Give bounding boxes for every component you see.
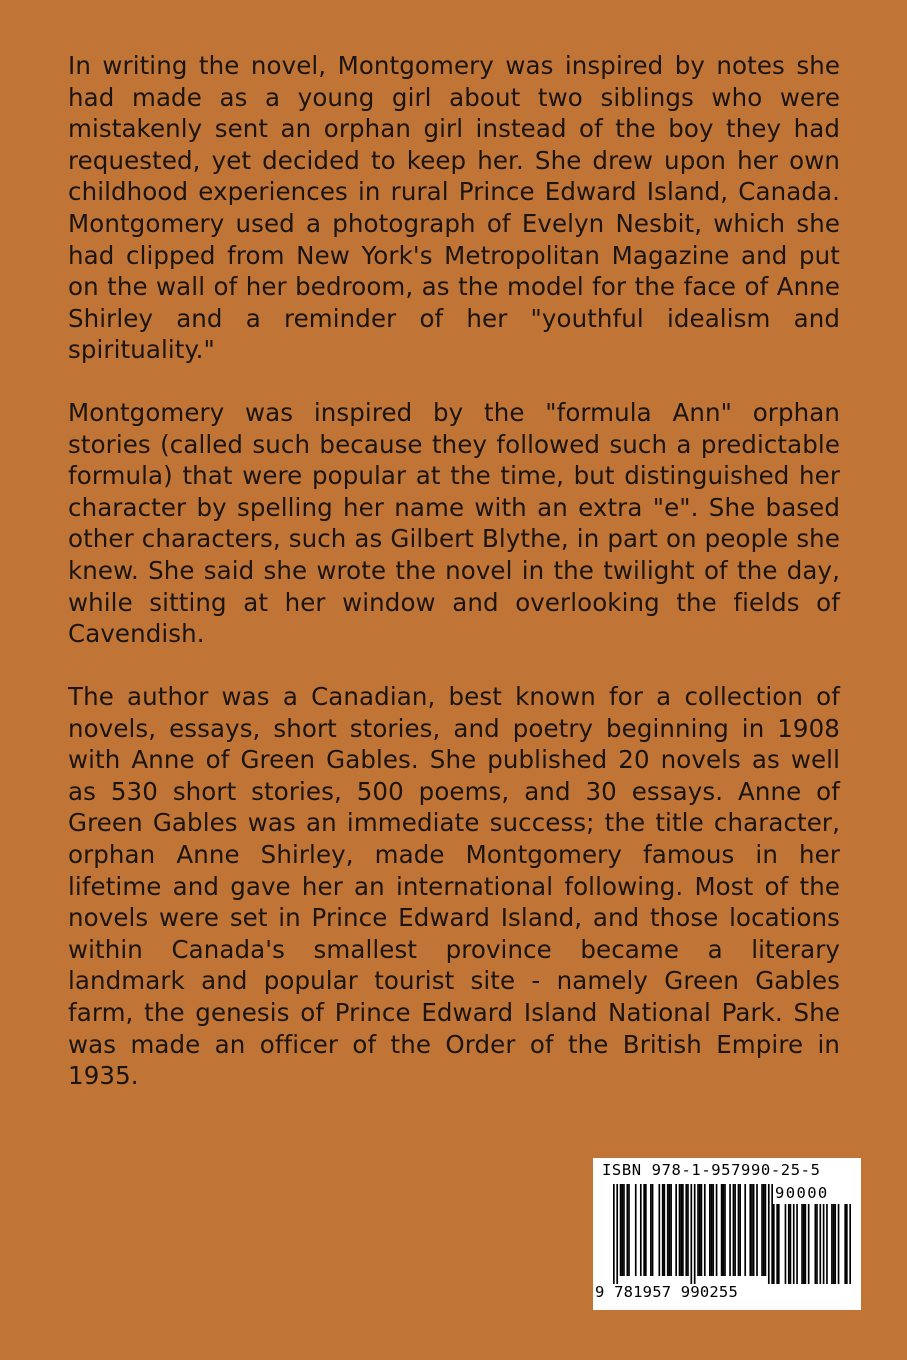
isbn-label: ISBN 978-1-957990-25-5 (602, 1161, 821, 1179)
barcode-bar (838, 1204, 840, 1284)
price-code: 90000 (775, 1184, 829, 1202)
barcode-bar (690, 1184, 692, 1284)
barcode-bar (635, 1184, 637, 1276)
barcode-bar (658, 1184, 660, 1276)
barcode-bar (643, 1184, 645, 1276)
barcode-bar (682, 1184, 684, 1276)
barcode-bar (664, 1184, 666, 1276)
barcode-bar (716, 1184, 718, 1276)
barcode-bar (776, 1204, 778, 1284)
barcode-bar (831, 1204, 833, 1284)
barcode-bar (733, 1184, 735, 1276)
barcode-bar (819, 1204, 821, 1284)
barcode-bar (756, 1184, 758, 1276)
barcode-bar (823, 1204, 825, 1284)
barcode-bar (724, 1184, 726, 1276)
barcode-bar (765, 1184, 767, 1276)
barcode-bar (722, 1184, 724, 1276)
barcode-bar (626, 1184, 628, 1276)
barcode-bar (826, 1204, 828, 1284)
barcode-bar (670, 1184, 672, 1276)
barcode-bar (773, 1204, 775, 1284)
barcode-bar (616, 1184, 618, 1284)
ean-digits: 9 781957 990255 (595, 1283, 738, 1301)
barcode-bar (844, 1204, 846, 1284)
barcode-bar (699, 1184, 701, 1276)
barcode-bar (849, 1204, 851, 1284)
barcode-bar (816, 1204, 818, 1284)
barcode-bar (640, 1184, 642, 1276)
barcode-bar (788, 1204, 790, 1284)
barcode-bar (652, 1184, 654, 1276)
barcode-bar (667, 1184, 669, 1276)
barcode-bar (734, 1184, 736, 1276)
barcode-bar (721, 1184, 723, 1276)
barcode-bar (680, 1184, 682, 1276)
barcode-bar (694, 1184, 696, 1284)
author-bio-paragraph: The author was a Canadian, best known for a collection of novels, essays, short stories, and poetry beginning in 1908 with Anne of Green Gables. She published 20 novels as well as 530 short stories, 500 poems, and 30 essays. Anne of Green Gables was an immediate success; the title character, orphan Anne Shirley, made Montgomery famous in her lifetime and gave her an international following. Most of the novels were set in Prince Edward Island, and those locations within Canada's smallest province became a literary landmark and popular tourist site - namely Green Gables farm, the genesis of Prince Edward Island National Park. She was made an officer of the Order of the British Empire in 1935. (68, 682, 840, 1091)
barcode-bar (846, 1204, 848, 1284)
barcode-bar (697, 1184, 699, 1276)
barcode-bar (687, 1184, 689, 1276)
barcode-bar (738, 1184, 740, 1276)
barcode-bar (796, 1204, 798, 1284)
barcode-bar (662, 1184, 664, 1276)
barcode-bar (712, 1184, 714, 1276)
barcode-bar (613, 1184, 615, 1284)
barcode-bar (753, 1184, 755, 1276)
barcode-bar (814, 1204, 816, 1284)
barcode-bar (801, 1204, 803, 1284)
barcode-bar (778, 1204, 780, 1284)
barcode-bar (711, 1184, 713, 1276)
description-paragraph-2: Montgomery was inspired by the "formula Ann" orphan stories (called such because they followed such a predictable formula) that were popular at the time, but distinguished her character by spelling her name with an extra "e". She based other characters, such as Gilbert Blythe, in part on people she knew. She said she wrote the novel in the twilight of the day, while sitting at her window and overlooking the fields of Cavendish. (68, 398, 840, 649)
barcode-bar (621, 1184, 623, 1276)
barcode-bar (709, 1184, 711, 1276)
barcode-bar (749, 1184, 751, 1276)
barcode-bar (793, 1204, 795, 1284)
ean-barcode-bars (613, 1184, 773, 1286)
addon-barcode-bars (773, 1204, 851, 1284)
barcode-bar (685, 1184, 687, 1276)
barcode-bar (751, 1184, 753, 1276)
barcode-bar (833, 1204, 835, 1284)
isbn-barcode-box (593, 1158, 861, 1310)
barcode-bar (704, 1184, 706, 1276)
barcode-bar (650, 1184, 652, 1276)
barcode-bar (623, 1184, 625, 1276)
barcode-bar (679, 1184, 681, 1276)
barcode-bar (768, 1184, 770, 1284)
barcode-bar (805, 1204, 807, 1284)
description-paragraph-1: In writing the novel, Montgomery was inspired by notes she had made as a young girl about two siblings who were mistakenly sent an orphan girl instead of the boy they had requested, yet decided to keep her. She drew upon her own childhood experiences in rural Prince Edward Island, Canada. Montgomery used a photograph of Evelyn Nesbit, which she had clipped from New York's Metropolitan Magazine and put on the wall of her bedroom, as the model for the face of Anne Shirley and a reminder of her "youthful idealism and spirituality." (68, 51, 840, 365)
barcode-bar (744, 1184, 746, 1276)
barcode-bar (785, 1204, 787, 1284)
barcode-bar (620, 1184, 622, 1276)
barcode-bar (803, 1204, 805, 1284)
barcode-bar (790, 1204, 792, 1284)
barcode-bar (739, 1184, 741, 1276)
barcode-bar (669, 1184, 671, 1276)
barcode-bar (645, 1184, 647, 1276)
barcode-bar (675, 1184, 677, 1276)
barcode-bar (761, 1184, 763, 1276)
barcode-bar (808, 1204, 810, 1284)
barcode-bar (834, 1204, 836, 1284)
barcode-bar (628, 1184, 630, 1276)
barcode-bar (763, 1184, 765, 1276)
barcode-bar (701, 1184, 703, 1276)
barcode-bar (729, 1184, 731, 1276)
